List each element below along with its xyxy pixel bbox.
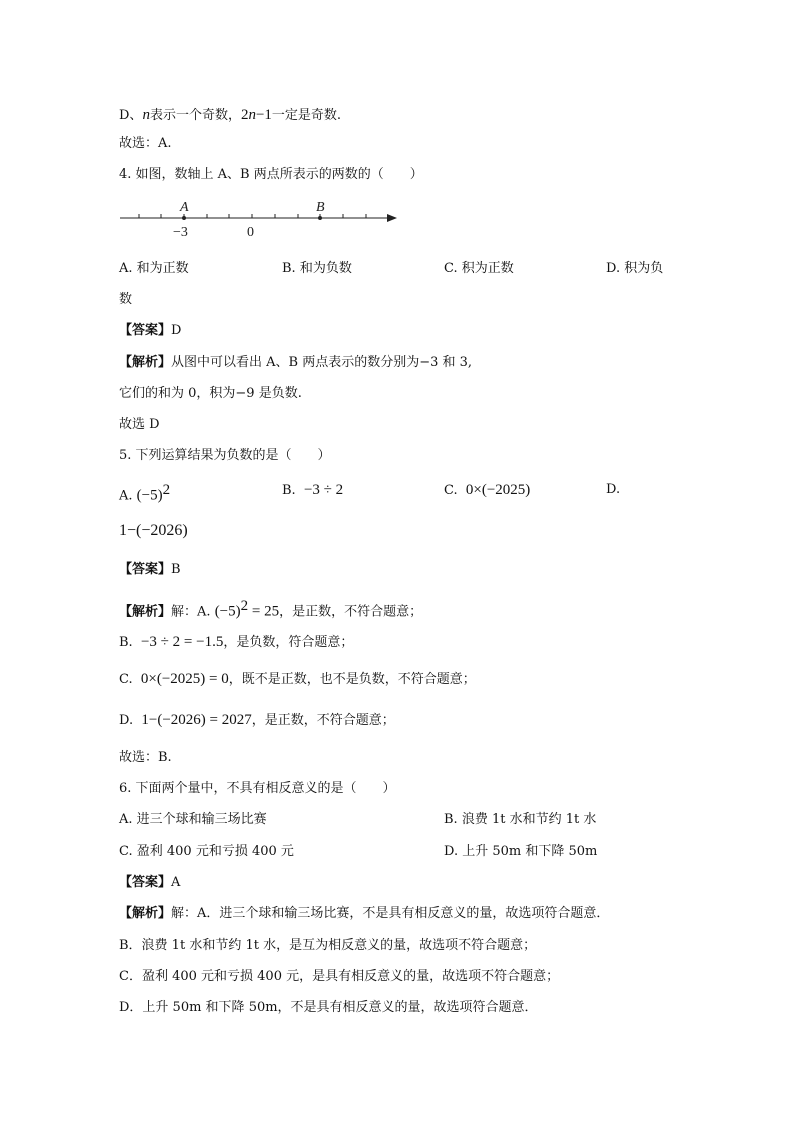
tick-label-0: 0 bbox=[247, 225, 254, 240]
q6-option-b: B. 浪费 1t 水和节约 1t 水 bbox=[444, 812, 597, 827]
q6-option-a: A. 进三个球和输三场比赛 bbox=[119, 812, 267, 827]
question-6-stem: 6. 下面两个量中，不具有相反意义的是（ ） bbox=[119, 781, 396, 796]
q4-choose: 故选 D bbox=[119, 417, 160, 432]
q6-analysis-a: 【解析】解：A．进三个球和输三场比赛，不是具有相反意义的量，故选项符合题意． bbox=[119, 906, 610, 921]
q5-analysis-c: C. 0×(−2025) = 0，既不是正数，也不是负数，不符合题意； bbox=[119, 671, 476, 687]
q4-option-d: D. 积为负 bbox=[606, 261, 664, 276]
q6-answer: 【答案】A bbox=[119, 875, 181, 890]
q5-option-a: A. $(-5)^2$ bbox=[119, 482, 171, 504]
question-4-stem: 4. 如图，数轴上 A、B 两点所表示的两数的（ ） bbox=[119, 167, 423, 182]
q6-option-d: D. 上升 50m 和下降 50m bbox=[444, 844, 598, 859]
q4-option-c: C. 积为正数 bbox=[444, 261, 514, 276]
q4-option-b: B. 和为负数 bbox=[282, 261, 352, 276]
q5-option-c: C. 0×(−2025) bbox=[444, 482, 531, 498]
tick-label-neg3: −3 bbox=[173, 225, 188, 240]
q5-answer: 【答案】B bbox=[119, 562, 181, 577]
q6-analysis-c: C．盈利 400 元和亏损 400 元，是具有相反意义的量，故选项不符合题意； bbox=[119, 969, 560, 984]
q5-choose: 故选：B. bbox=[119, 750, 172, 765]
q5-option-d: D. bbox=[606, 482, 621, 497]
q4-option-d-wrap: 数 bbox=[119, 292, 133, 307]
q5-analysis-a: 【解析】解：A. $(-5)^2 = 25$，是正数，不符合题意； bbox=[119, 598, 423, 620]
q5-analysis-d: D. 1−(−2026) = 2027，是正数，不符合题意； bbox=[119, 712, 395, 728]
point-a-dot bbox=[182, 216, 186, 220]
number-line-figure bbox=[115, 196, 405, 242]
q4-option-a: A. 和为正数 bbox=[119, 261, 189, 276]
q5-analysis-b: B. −3 ÷ 2 = −1.5，是负数，符合题意； bbox=[119, 634, 354, 650]
axis-arrow-icon bbox=[387, 214, 397, 222]
q4-analysis-2: 它们的和为 0，积为−9 是负数. bbox=[119, 386, 302, 401]
q5-option-b: B. −3 ÷ 2 bbox=[282, 482, 344, 498]
q5-option-d-expr: 1−(−2026) bbox=[119, 522, 188, 539]
point-a-label: A bbox=[180, 200, 189, 215]
q6-analysis-d: D．上升 50m 和下降 50m，不是具有相反意义的量，故选项符合题意． bbox=[119, 1000, 538, 1015]
option-d-explanation: D、n表示一个奇数，2n−1一定是奇数. bbox=[119, 107, 342, 123]
q6-option-c: C. 盈利 400 元和亏损 400 元 bbox=[119, 844, 294, 859]
point-b-label: B bbox=[316, 200, 325, 215]
q6-analysis-b: B．浪费 1t 水和节约 1t 水，是互为相反意义的量，故选项不符合题意； bbox=[119, 938, 537, 953]
q4-answer: 【答案】D bbox=[119, 323, 182, 338]
axis-ticks bbox=[139, 214, 366, 218]
question-5-stem: 5. 下列运算结果为负数的是（ ） bbox=[119, 448, 331, 463]
point-b-dot bbox=[318, 216, 322, 220]
q4-analysis-1: 【解析】从图中可以看出 A、B 两点表示的数分别为−3 和 3, bbox=[119, 355, 473, 370]
choose-a-line: 故选：A. bbox=[119, 136, 172, 151]
